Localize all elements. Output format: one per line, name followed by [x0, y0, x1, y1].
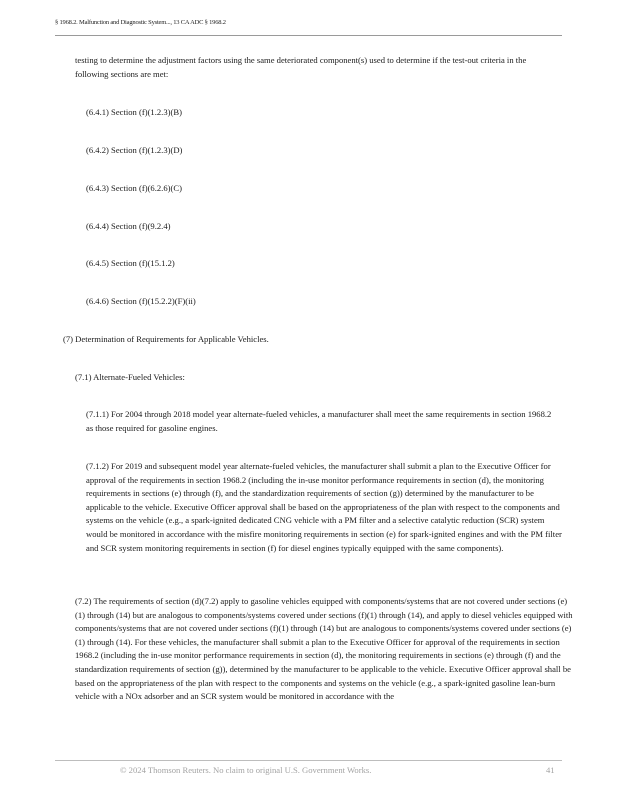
- list-item: (6.4.6) Section (f)(15.2.2)(F)(ii): [86, 296, 196, 306]
- list-item: (6.4.5) Section (f)(15.1.2): [86, 258, 175, 268]
- paragraph-7-1-1: (7.1.1) For 2004 through 2018 model year alternate-fueled vehicles, a manufacturer shall meet the same requirements in section 1968.2 as those required for gasoline engines.: [86, 409, 552, 433]
- section-7-1-heading: (7.1) Alternate-Fueled Vehicles:: [75, 372, 185, 382]
- footer-copyright: © 2024 Thomson Reuters. No claim to original U.S. Government Works.: [120, 765, 372, 775]
- section-7-heading: (7) Determination of Requirements for Applicable Vehicles.: [63, 334, 269, 344]
- list-item: (6.4.3) Section (f)(6.2.6)(C): [86, 183, 182, 193]
- list-item: (6.4.2) Section (f)(1.2.3)(D): [86, 145, 183, 155]
- intro-paragraph: testing to determine the adjustment factors using the same deteriorated component(s) used to determine if the test-out criteria in the following sections are met:: [75, 55, 527, 79]
- page-number: 41: [546, 765, 555, 775]
- list-item: (6.4.4) Section (f)(9.2.4): [86, 221, 171, 231]
- header-divider: [55, 35, 562, 36]
- footer-divider: [55, 760, 562, 761]
- paragraph-7-1-2: (7.1.2) For 2019 and subsequent model year alternate-fueled vehicles, the manufacturer shall submit a plan to the Executive Officer for approval of the requirements in section 1968.2 (including the in-use monitor performance requirements in section (d), the monitoring requirements in sections (e) through (f), and the standardization requirements of section (g)) determined by the manufacturer to be applicable to the vehicle. Executive Officer approval shall be based on the appropriateness of the plan with respect to the components and systems on the vehicle (e.g., a spark-ignited dedicated CNG vehicle with a PM filter and a selective catalytic reduction (SCR) system would be monitored in accordance with the misfire monitoring requirements in section (e) for spark-ignited engines and with the PM filter and SCR system monitoring requirements in section (f) for diesel engines typically equipped with the same components).: [86, 461, 562, 553]
- paragraph-7-2: (7.2) The requirements of section (d)(7.2) apply to gasoline vehicles equipped with components/systems that are not covered under sections (e)(1) through (14) but are analogous to components/systems covered under sections (f)(1) through (14), and apply to diesel vehicles equipped with components/systems that are not covered under sections (f)(1) through (14) but are analogous to components/systems covered under sections (e)(1) through (14). For these vehicles, the manufacturer shall submit a plan to the Executive Officer for approval of the requirements in section 1968.2 (including the in-use monitor performance requirements in section (d), the monitoring requirements in sections (e) through (f) and the standardization requirements of section (g)), determined by the manufacturer to be applicable to the vehicle. Executive Officer approval shall be based on the appropriateness of the plan with respect to the components and systems on the vehicle (e.g., a spark-ignited gasoline lean-burn vehicle with a NOx adsorber and an SCR system would be monitored in accordance with the: [75, 596, 573, 702]
- list-item: (6.4.1) Section (f)(1.2.3)(B): [86, 107, 182, 117]
- running-head: § 1968.2. Malfunction and Diagnostic System..., 13 CA ADC § 1968.2: [55, 19, 226, 26]
